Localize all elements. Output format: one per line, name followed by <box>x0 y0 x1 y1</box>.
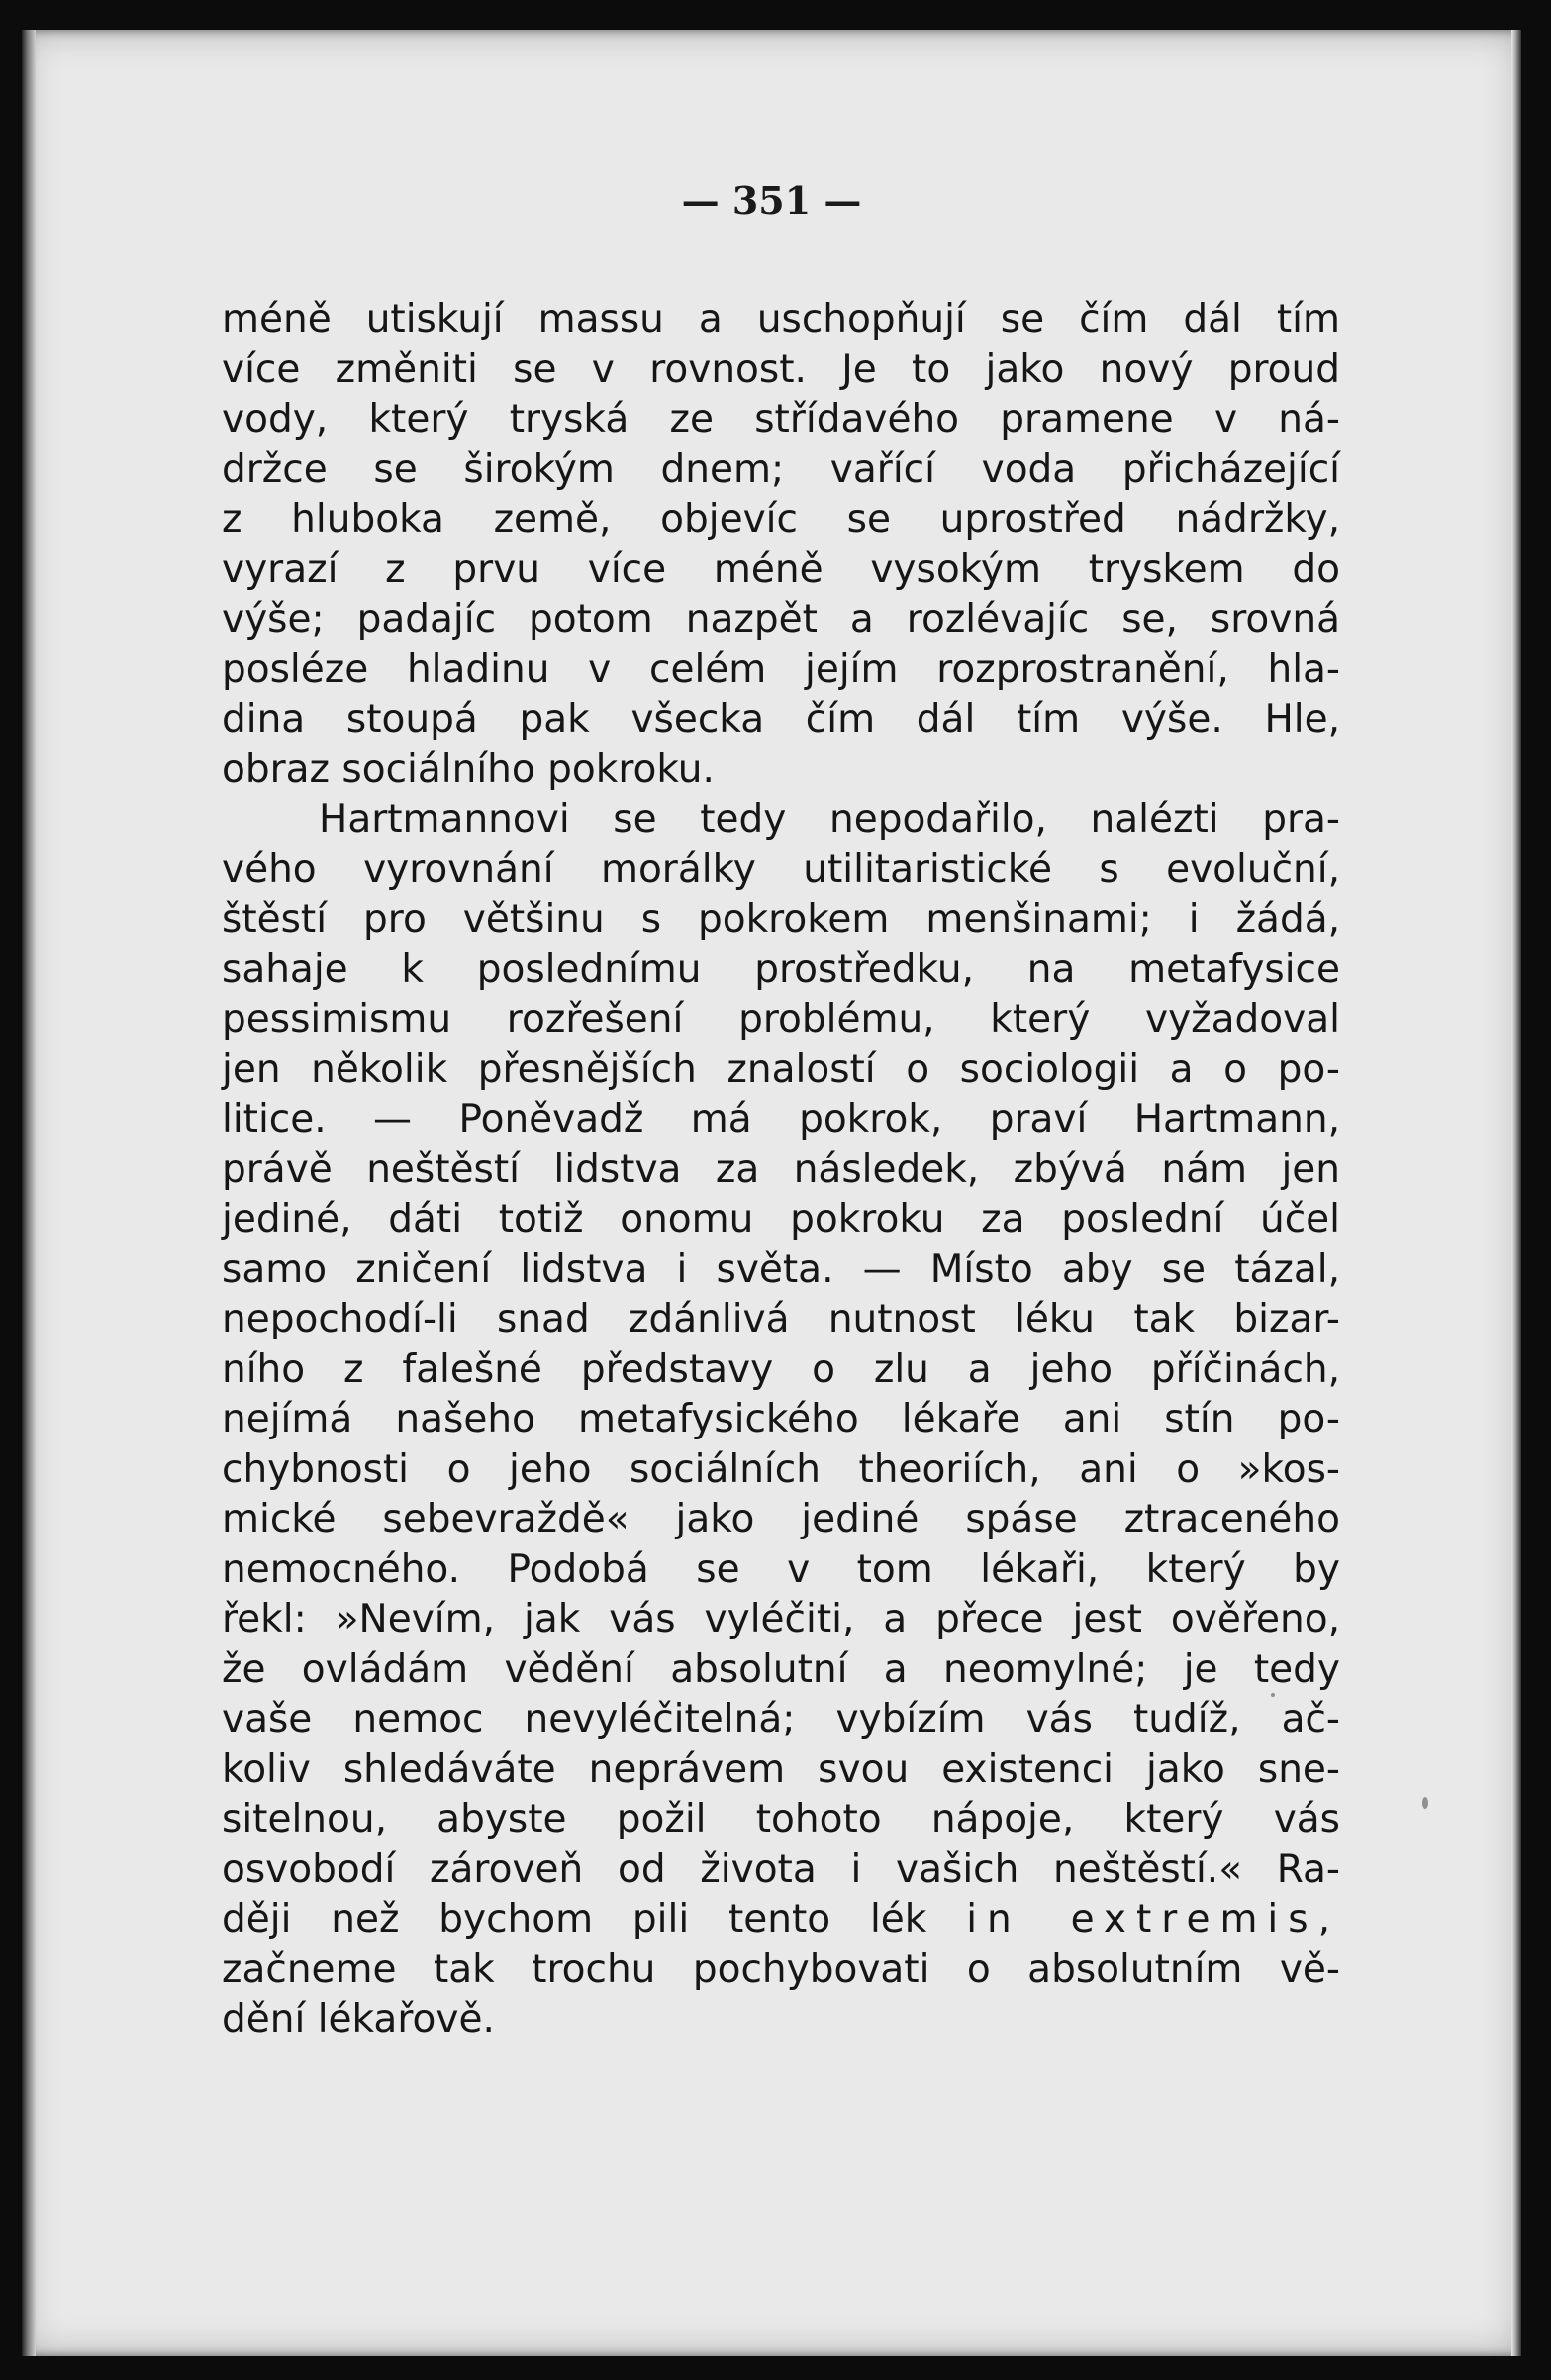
page-number: — 351 — <box>681 178 862 223</box>
text-line: jediné, dáti totiž onomu pokroku za poslední účel <box>222 1197 1340 1241</box>
scan-speck <box>1271 1693 1275 1697</box>
text-line: vého vyrovnání morálky utilitaristické s evoluční, <box>222 846 1340 892</box>
text-line: držce se širokým dnem; vařící voda přicházející <box>222 446 1340 492</box>
text-line-with-spaced-phrase <box>222 1895 1340 1945</box>
text-line: sahaje k poslednímu prostředku, na metafysice <box>222 946 1340 992</box>
text-line: začneme tak trochu pochybovati o absolutním vě- <box>222 1946 1340 1992</box>
text-line: vaše nemoc nevyléčitelná; vybízím vás tudíž, ač- <box>222 1697 1340 1741</box>
text-line: vyrazí z prvu více méně vysokým tryskem do <box>222 546 1340 592</box>
text-line: pessimismu rozřešení problému, který vyžadoval <box>222 997 1340 1041</box>
text-line: posléze hladinu v celém jejím rozprostranění, hla- <box>222 646 1340 692</box>
text-line: výše; padajíc potom nazpět a rozlévajíc se, srovná <box>222 597 1340 642</box>
text-line: nepochodí-li snad zdánlivá nutnost léku tak bizar- <box>222 1297 1340 1341</box>
text-line: řekl: »Nevím, jak vás vyléčiti, a přece jest ověřeno, <box>222 1597 1340 1641</box>
text-line: nemocného. Podobá se v tom lékaři, který by <box>222 1546 1340 1592</box>
text-line: štěstí pro většinu s pokrokem menšinami; i žádá, <box>222 897 1340 942</box>
book-page <box>22 30 1521 2356</box>
text-fragment: ději než bychom pili tento lék <box>222 1897 927 1941</box>
text-line: sitelnou, abyste požil tohoto nápoje, který vás <box>222 1797 1340 1841</box>
text-line: ního z falešné představy o zlu a jeho příčinách, <box>222 1346 1340 1392</box>
text-line: osvobodí zároveň od života i vašich neštěstí.« Ra- <box>222 1846 1340 1892</box>
spaced-emphasis: in extremis, <box>966 1897 1340 1941</box>
text-line: dina stoupá pak všecka čím dál tím výše. Hle, <box>222 697 1340 742</box>
text-line: právě neštěstí lidstva za následek, zbývá nám jen <box>222 1146 1340 1192</box>
text-line: jen několik přesnějších znalostí o sociologii a o po- <box>222 1046 1340 1092</box>
paragraph-2 <box>222 795 1340 2045</box>
text-line: koliv shledáváte neprávem svou existenci jako sne- <box>222 1746 1340 1792</box>
text-line: obraz sociálního pokroku. <box>222 746 715 792</box>
scan-speck <box>1422 1797 1428 1809</box>
paragraph-1 <box>222 295 1340 795</box>
body-text <box>222 295 1340 2045</box>
text-line: nejímá našeho metafysického lékaře ani stín po- <box>222 1397 1340 1441</box>
text-line: z hluboka země, objevíc se uprostřed nádržky, <box>222 497 1340 542</box>
text-line: samo zničení lidstva i světa. — Místo aby se tázal, <box>222 1246 1340 1292</box>
text-line: vody, který tryská ze střídavého pramene v ná- <box>222 397 1340 442</box>
text-line: mické sebevraždě« jako jediné spáse ztraceného <box>222 1497 1340 1541</box>
page-left-edge <box>22 30 36 2356</box>
text-line: že ovládám vědění absolutní a neomylné; je tedy <box>222 1646 1340 1692</box>
page-right-edge <box>1511 30 1521 2356</box>
text-line: litice. — Poněvadž má pokrok, praví Hartmann, <box>222 1097 1340 1141</box>
text-line: Hartmannovi se tedy nepodařilo, nalézti pra- <box>319 797 1340 842</box>
text-line: chybnosti o jeho sociálních theoriích, ani o »kos- <box>222 1446 1340 1492</box>
text-line: dění lékařově. <box>222 1997 495 2041</box>
text-line: méně utiskují massu a uschopňují se čím dál tím <box>222 297 1340 342</box>
text-line: více změniti se v rovnost. Je to jako nový proud <box>222 347 1340 392</box>
